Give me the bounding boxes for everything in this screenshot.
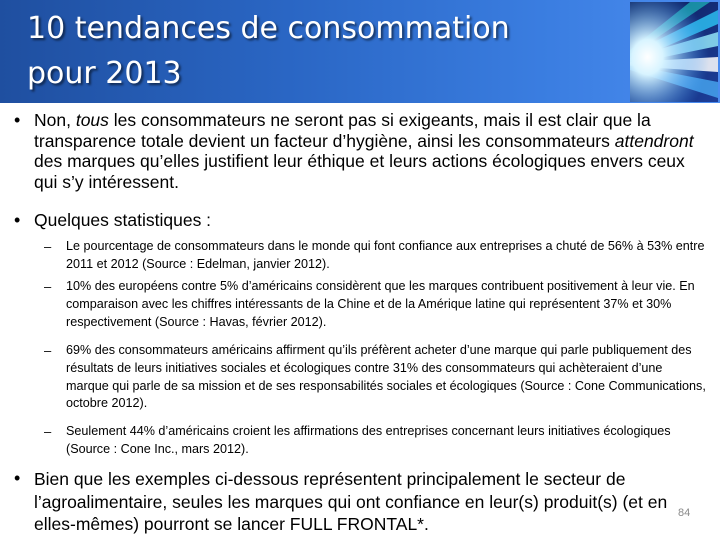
text-run: Non,	[34, 110, 76, 130]
bullet-marker: •	[14, 210, 21, 230]
bullet-marker: •	[14, 110, 21, 130]
text-run: des marques qu’elles justifient leur éthique et leurs actions écologiques envers ceux qui s’y intéressent.	[34, 151, 685, 192]
page-number: 84	[678, 507, 691, 519]
slide-title	[27, 6, 587, 96]
sub-bullet-marker: –	[44, 239, 52, 254]
text-run: les consommateurs ne seront pas si exigeants, mais il est clair que la transparence totale devient un facteur d’hygiène, ainsi les consommateurs	[34, 110, 651, 151]
stat-item-trust: Le pourcentage de consommateurs dans le monde qui font confiance aux entreprises a chuté de 56% à 53% entre 2011 et 2012 (Source : Edelman, janvier 2012).	[66, 239, 705, 271]
bullet-marker: •	[14, 468, 21, 488]
stat-item-usa-44: Seulement 44% d’américains croient les affirmations des entreprises concernant leurs initiatives écologiques (Source : Cone Inc., mars 2012).	[66, 424, 671, 456]
light-streak-logo-icon	[630, 2, 718, 102]
sub-bullet-marker: –	[44, 424, 52, 439]
bullet-intro	[34, 110, 706, 192]
bullet-conclusion: Bien que les exemples ci-dessous représentent principalement le secteur de l’agroalimentaire, seules les marques qui ont confiance en leur(s) produit(s) (et en elles-mêmes) pourront se lancer FULL FRONTAL*.	[34, 469, 668, 534]
title-bar	[0, 0, 720, 103]
slide-title-line-2: pour 2013	[27, 56, 182, 91]
slide-title-line-1: 10 tendances de consommation	[27, 11, 510, 46]
text-run-italic: attendront	[614, 130, 694, 151]
stat-item-usa-69: 69% des consommateurs américains affirment qu’ils préfèrent acheter d’une marque qui parle publiquement des résultats de leurs initiatives sociales et écologiques contre 31% des consommateurs qui achèteraient d’une marque qui parle de sa mission et de ses responsabilités sociales et écologiques (Source : Cone Communications, octobre 2012).	[66, 343, 706, 411]
sub-bullet-marker: –	[44, 279, 52, 294]
text-run-italic: tous	[75, 110, 109, 130]
stat-item-europe: 10% des européens contre 5% d’américains considèrent que les marques contribuent positivement à leur vie. En comparaison avec les chiffres intéressants de la Chine et de la Amérique latine qui représentent 37% et 30% respectivement (Source : Havas, février 2012).	[66, 279, 695, 329]
bullet-statistics-heading: Quelques statistiques :	[34, 210, 212, 230]
sub-bullet-marker: –	[44, 343, 52, 358]
